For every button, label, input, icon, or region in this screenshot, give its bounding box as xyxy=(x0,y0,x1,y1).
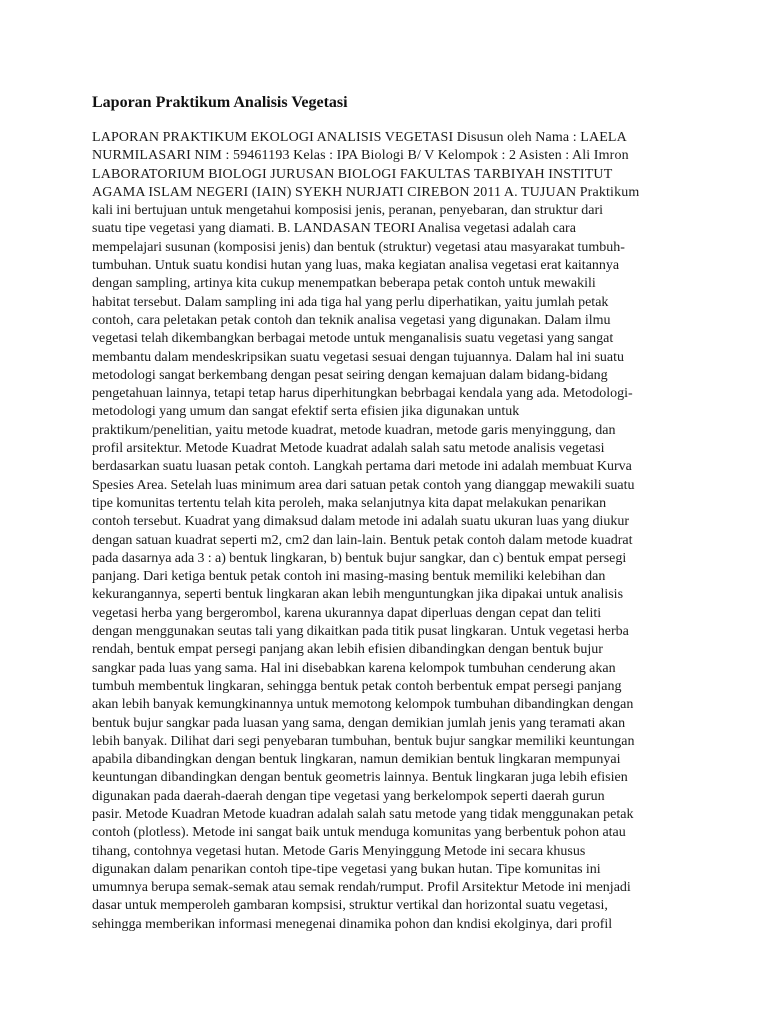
body-text-line: apabila dibandingkan dengan bentuk lingkaran, namun demikian bentuk lingkaran mempunyai xyxy=(92,752,621,768)
body-text-line: contoh (plotless). Metode ini sangat baik untuk menduga komunitas yang berbentuk pohon atau xyxy=(92,825,626,841)
body-text-line: pada dasarnya ada 3 : a) bentuk lingkaran, b) bentuk bujur sangkar, dan c) bentuk empat persegi xyxy=(92,550,627,566)
body-text-line: habitat tersebut. Dalam sampling ini ada tiga hal yang perlu diperhatikan, yaitu jumlah petak xyxy=(92,294,609,310)
body-text-line: vegetasi herba yang bergerombol, karena ukurannya dapat diperluas dengan cepat dan teliti xyxy=(92,605,602,621)
body-text-line: keuntungan dibandingkan dengan bentuk geometris lainnya. Bentuk lingkaran juga lebih efisien xyxy=(92,770,628,786)
document-body xyxy=(92,129,692,934)
body-text-line: dengan satuan kuadrat seperti m2, cm2 dan lain-lain. Bentuk petak contoh dalam metode kuadrat xyxy=(92,532,633,548)
body-text-line: NURMILASARI NIM : 59461193 Kelas : IPA Biologi B/ V Kelompok : 2 Asisten : Ali Imron xyxy=(92,148,629,164)
body-text-line: tumbuhan. Untuk suatu kondisi hutan yang luas, maka kegiatan analisa vegetasi erat kaitannya xyxy=(92,258,620,274)
body-text-line: kekurangannya, seperti bentuk lingkaran akan lebih menguntungkan jika dipakai untuk analisis xyxy=(92,587,624,603)
body-text-line: mempelajari susunan (komposisi jenis) dan bentuk (struktur) vegetasi atau masyarakat tumbuh- xyxy=(92,239,625,255)
body-text-line: digunakan dalam penarikan contoh tipe-tipe vegetasi yang bukan hutan. Tipe komunitas ini xyxy=(92,861,601,877)
body-text-line: umumnya berupa semak-semak atau semak rendah/rumput. Profil Arsitektur Metode ini menjadi xyxy=(92,880,631,896)
body-text-line: metodologi sangat berkembang dengan pesat seiring dengan kemajuan dalam bidang-bidang xyxy=(92,367,608,383)
body-text-line: vegetasi telah dikembangkan berbagai metode untuk menganalisis suatu vegetasi yang sangat xyxy=(92,331,614,347)
document-title: Laporan Praktikum Analisis Vegetasi xyxy=(92,94,348,111)
body-text-line: LABORATORIUM BIOLOGI JURUSAN BIOLOGI FAKULTAS TARBIYAH INSTITUT xyxy=(92,166,613,182)
body-text-line: berdasarkan suatu luasan petak contoh. Langkah pertama dari metode ini adalah membuat Kurva xyxy=(92,459,632,475)
body-text-line: kali ini bertujuan untuk mengetahui komposisi jenis, peranan, penyebaran, dan struktur dari xyxy=(92,203,604,219)
body-text-line: sehingga memberikan informasi menegenai dinamika pohon dan kndisi ekolginya, dari profil xyxy=(92,916,613,932)
body-text-line: dengan menggunakan seutas tali yang dikaitkan pada titik pusat lingkaran. Untuk vegetasi herba xyxy=(92,624,629,640)
body-text-line: pengetahuan lainnya, tetapi tetap harus diperhitungkan bebrbagai kendala yang ada. Metodologi- xyxy=(92,386,633,402)
body-text-line: tihang, contohnya vegetasi hutan. Metode Garis Menyinggung Metode ini secara khusus xyxy=(92,843,586,859)
body-text-line: digunakan pada daerah-daerah dengan tipe vegetasi yang berkelompok seperti daerah gurun xyxy=(92,788,605,804)
body-text-line: tipe komunitas tertentu telah kita peroleh, maka selanjutnya kita dapat melakukan penarikan xyxy=(92,495,607,511)
body-text-line: contoh, cara peletakan petak contoh dan teknik analisa vegetasi yang digunakan. Dalam ilmu xyxy=(92,312,611,328)
body-text-line: Spesies Area. Setelah luas minimum area dari satuan petak contoh yang dianggap mewakili suatu xyxy=(92,477,635,493)
body-text-line: membantu dalam mendeskripsikan suatu vegetasi sesuai dengan tujuannya. Dalam hal ini suatu xyxy=(92,349,624,365)
body-text-line: metodologi yang umum dan sangat efektif serta efisien jika digunakan untuk xyxy=(92,404,520,420)
body-text-line: LAPORAN PRAKTIKUM EKOLOGI ANALISIS VEGETASI Disusun oleh Nama : LAELA xyxy=(92,130,627,145)
body-text-line: praktikum/penelitian, yaitu metode kuadrat, metode kuadran, metode garis menyinggung, dan xyxy=(92,422,616,438)
body-text-line: panjang. Dari ketiga bentuk petak contoh ini masing-masing bentuk memiliki kelebihan dan xyxy=(92,569,606,585)
body-text-line: bentuk bujur sangkar pada luasan yang sama, dengan demikian jumlah jenis yang teramati akan xyxy=(92,715,626,731)
body-text-line: AGAMA ISLAM NEGERI (IAIN) SYEKH NURJATI CIREBON 2011 A. TUJUAN Praktikum xyxy=(92,184,640,200)
body-text-line: dengan sampling, artinya kita cukup menempatkan beberapa petak contoh untuk mewakili xyxy=(92,276,596,292)
body-text-line: suatu tipe vegetasi yang diamati. B. LANDASAN TEORI Analisa vegetasi adalah cara xyxy=(92,221,576,237)
body-text-line: akan lebih banyak kemungkinannya untuk memotong kelompok tumbuhan dibandingkan dengan xyxy=(92,697,634,713)
body-text-line: pasir. Metode Kuadran Metode kuadran adalah salah satu metode yang tidak menggunakan petak xyxy=(92,806,634,822)
body-text-line: lebih banyak. Dilihat dari segi penyebaran tumbuhan, bentuk bujur sangkar memiliki keuntungan xyxy=(92,733,635,749)
body-text-line: dasar untuk memperoleh gambaran kompsisi, struktur vertikal dan horizontal suatu vegetasi, xyxy=(92,898,608,914)
body-text-line: sangkar pada luas yang sama. Hal ini disebabkan karena kelompok tumbuhan cenderung akan xyxy=(92,660,616,676)
body-text-line: profil arsitektur. Metode Kuadrat Metode kuadrat adalah salah satu metode analisis vegetasi xyxy=(92,441,605,457)
body-text-line: rendah, bentuk empat persegi panjang akan lebih efisien dibandingkan dengan bentuk bujur xyxy=(92,642,603,658)
body-text-line: contoh tersebut. Kuadrat yang dimaksud dalam metode ini adalah suatu ukuran luas yang diukur xyxy=(92,514,630,530)
body-text-line: tumbuh membentuk lingkaran, sehingga bentuk petak contoh berbentuk empat persegi panjang xyxy=(92,678,622,694)
